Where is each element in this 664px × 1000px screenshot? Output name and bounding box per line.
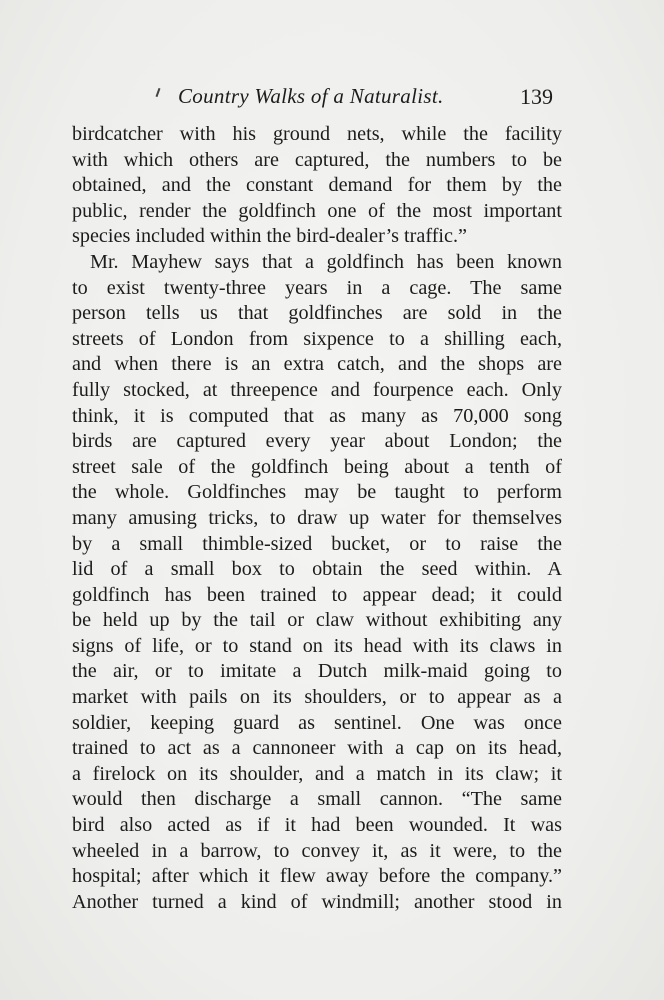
text-line: soldier, keeping guard as sentinel. One was once bbox=[72, 711, 562, 734]
text-line: goldfinch has been trained to appear dead; it could bbox=[72, 583, 562, 606]
text-line: public, render the goldfinch one of the most important bbox=[72, 199, 562, 222]
body-text bbox=[72, 122, 562, 915]
text-line: obtained, and the constant demand for them by the bbox=[72, 174, 562, 197]
text-line: to exist twenty-three years in a cage. The same bbox=[72, 276, 562, 299]
text-line: by a small thimble-sized bucket, or to raise the bbox=[72, 532, 562, 555]
text-line: person tells us that goldfinches are sold in the bbox=[72, 302, 562, 325]
text-line: wheeled in a barrow, to convey it, as it were, to the bbox=[72, 839, 562, 862]
text-line: think, it is computed that as many as 70,000 song bbox=[72, 404, 562, 427]
text-line: the whole. Goldfinches may be taught to perform bbox=[72, 481, 562, 504]
text-line: a firelock on its shoulder, and a match in its claw; it bbox=[72, 762, 562, 785]
text-line: signs of life, or to stand on its head with its claws in bbox=[72, 634, 562, 657]
text-line: and when there is an extra catch, and the shops are bbox=[72, 353, 562, 376]
text-line: lid of a small box to obtain the seed within. A bbox=[72, 558, 562, 581]
text-line: fully stocked, at threepence and fourpence each. Only bbox=[72, 378, 562, 401]
text-line: streets of London from sixpence to a shilling each, bbox=[72, 327, 562, 350]
text-line: birdcatcher with his ground nets, while the facility bbox=[72, 123, 562, 145]
text-line: hospital; after which it flew away before the company.” bbox=[72, 865, 562, 888]
text-line: Mr. Mayhew says that a goldfinch has been known bbox=[90, 250, 562, 273]
printer-mark bbox=[156, 88, 161, 97]
text-line: bird also acted as if it had been wounded. It was bbox=[72, 814, 562, 837]
text-line: be held up by the tail or claw without exhibiting any bbox=[72, 609, 562, 632]
text-line: birds are captured every year about London; the bbox=[72, 430, 562, 453]
text-line: would then discharge a small cannon. “The same bbox=[72, 788, 562, 811]
text-line: street sale of the goldfinch being about a tenth of bbox=[72, 455, 562, 478]
text-line: market with pails on its shoulders, or to appear as a bbox=[72, 686, 562, 709]
text-line: trained to act as a cannoneer with a cap on its head, bbox=[72, 737, 562, 760]
running-title: Country Walks of a Naturalist. bbox=[178, 84, 444, 108]
page-number: 139 bbox=[520, 84, 553, 109]
text-line: the air, or to imitate a Dutch milk-maid going to bbox=[72, 660, 562, 683]
text-line: with which others are captured, the numbers to be bbox=[72, 148, 562, 171]
text-line: species included within the bird-dealer’s traffic.” bbox=[72, 225, 468, 248]
text-line: Another turned a kind of windmill; another stood in bbox=[72, 890, 562, 913]
text-line: many amusing tricks, to draw up water for themselves bbox=[72, 506, 562, 529]
running-head bbox=[0, 84, 664, 114]
